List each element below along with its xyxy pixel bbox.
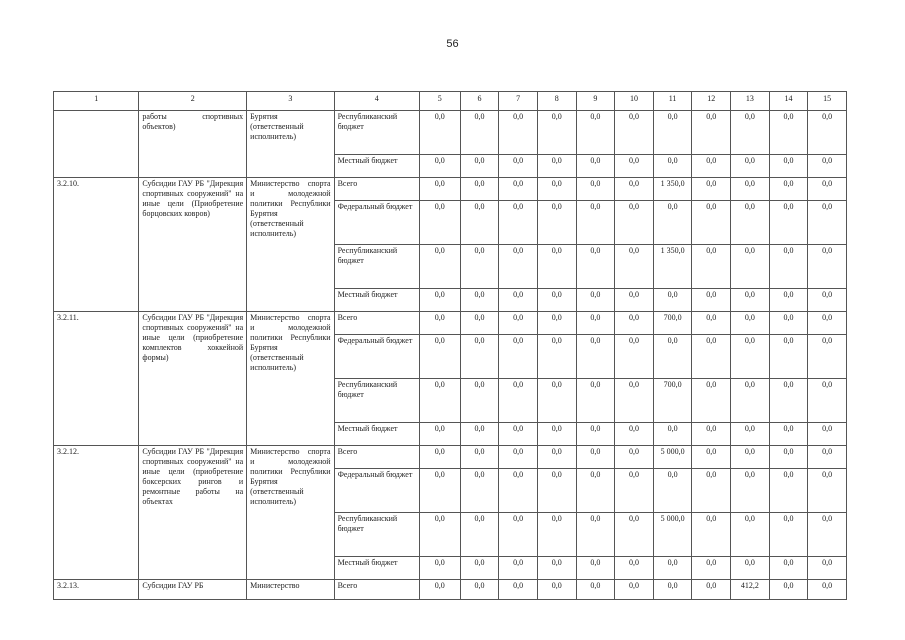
amount-cell: 0,0 (499, 557, 538, 580)
amount-cell: 0,0 (615, 513, 654, 557)
column-header: 4 (334, 92, 419, 111)
page-number: 56 (446, 38, 459, 50)
column-header: 9 (576, 92, 615, 111)
column-header: 11 (653, 92, 692, 111)
amount-cell: 0,0 (499, 155, 538, 178)
column-header: 1 (54, 92, 139, 111)
amount-cell: 0,0 (419, 111, 460, 155)
amount-cell: 0,0 (615, 201, 654, 245)
executor-cell: Бурятия (ответственный исполнитель) (247, 111, 334, 178)
header-row (54, 92, 847, 111)
amount-cell: 0,0 (731, 111, 770, 155)
continuation-row (54, 111, 847, 155)
amount-cell: 0,0 (537, 111, 576, 155)
measure-row (54, 312, 847, 335)
amount-cell: 0,0 (576, 178, 615, 201)
amount-cell: 0,0 (499, 446, 538, 469)
amount-cell: 0,0 (769, 446, 808, 469)
column-header: 3 (247, 92, 334, 111)
amount-cell: 0,0 (731, 446, 770, 469)
amount-cell: 0,0 (419, 155, 460, 178)
amount-cell: 0,0 (537, 580, 576, 600)
amount-cell: 0,0 (692, 178, 731, 201)
amount-cell: 0,0 (460, 201, 499, 245)
amount-cell: 0,0 (653, 580, 692, 600)
amount-cell: 0,0 (615, 423, 654, 446)
item-number-cell (54, 111, 139, 178)
amount-cell: 0,0 (731, 201, 770, 245)
budget-table (53, 91, 847, 600)
amount-cell: 0,0 (460, 178, 499, 201)
amount-cell: 0,0 (576, 446, 615, 469)
column-header: 2 (139, 92, 247, 111)
amount-cell: 0,0 (499, 513, 538, 557)
amount-cell: 0,0 (419, 201, 460, 245)
executor-cell: Министерство спорта и молодежной политики Республики Бурятия (ответственный исполнитель) (247, 312, 334, 446)
amount-cell: 0,0 (419, 423, 460, 446)
amount-cell: 0,0 (808, 178, 847, 201)
amount-cell: 0,0 (460, 289, 499, 312)
item-name-cell: Субсидии ГАУ РБ "Дирекция спортивных сооружений" на иные цели (приобретение боксерских рингов и ремонтные работы на объектах (139, 446, 247, 580)
funding-source-cell: Республиканский бюджет (334, 245, 419, 289)
amount-cell: 0,0 (499, 289, 538, 312)
amount-cell: 0,0 (731, 335, 770, 379)
amount-cell: 0,0 (808, 423, 847, 446)
amount-cell: 0,0 (808, 312, 847, 335)
amount-cell: 0,0 (419, 289, 460, 312)
amount-cell: 1 350,0 (653, 245, 692, 289)
amount-cell: 0,0 (499, 580, 538, 600)
amount-cell: 0,0 (692, 111, 731, 155)
item-name-cell: Субсидии ГАУ РБ "Дирекция спортивных сооружений" на иные цели (Приобретение борцовских ковров) (139, 178, 247, 312)
amount-cell: 0,0 (537, 312, 576, 335)
amount-cell: 0,0 (460, 155, 499, 178)
amount-cell: 0,0 (653, 335, 692, 379)
amount-cell: 0,0 (731, 178, 770, 201)
item-number-cell: 3.2.11. (54, 312, 139, 446)
amount-cell: 0,0 (576, 111, 615, 155)
amount-cell: 0,0 (692, 289, 731, 312)
amount-cell: 0,0 (460, 245, 499, 289)
amount-cell: 0,0 (419, 335, 460, 379)
amount-cell: 0,0 (769, 155, 808, 178)
amount-cell: 0,0 (769, 178, 808, 201)
amount-cell: 0,0 (692, 155, 731, 178)
amount-cell: 0,0 (460, 580, 499, 600)
amount-cell: 0,0 (576, 201, 615, 245)
funding-source-cell: Всего (334, 580, 419, 600)
amount-cell: 5 000,0 (653, 446, 692, 469)
funding-source-cell: Местный бюджет (334, 289, 419, 312)
amount-cell: 0,0 (499, 379, 538, 423)
amount-cell: 0,0 (419, 557, 460, 580)
column-header: 10 (615, 92, 654, 111)
amount-cell: 0,0 (653, 155, 692, 178)
item-name-cell: работы спортивных объектов) (139, 111, 247, 178)
amount-cell: 0,0 (808, 513, 847, 557)
amount-cell: 0,0 (769, 111, 808, 155)
funding-source-cell: Федеральный бюджет (334, 335, 419, 379)
amount-cell: 0,0 (419, 379, 460, 423)
amount-cell: 0,0 (615, 111, 654, 155)
amount-cell: 0,0 (692, 245, 731, 289)
amount-cell: 0,0 (499, 335, 538, 379)
amount-cell: 0,0 (419, 446, 460, 469)
amount-cell: 0,0 (769, 557, 808, 580)
amount-cell: 0,0 (537, 469, 576, 513)
amount-cell: 0,0 (808, 469, 847, 513)
amount-cell: 0,0 (808, 289, 847, 312)
amount-cell: 0,0 (499, 178, 538, 201)
amount-cell: 0,0 (615, 557, 654, 580)
amount-cell: 0,0 (808, 580, 847, 600)
amount-cell: 0,0 (731, 423, 770, 446)
amount-cell: 0,0 (731, 469, 770, 513)
amount-cell: 0,0 (692, 423, 731, 446)
item-number-cell: 3.2.10. (54, 178, 139, 312)
measure-row (54, 580, 847, 600)
amount-cell: 0,0 (615, 178, 654, 201)
funding-source-cell: Республиканский бюджет (334, 513, 419, 557)
amount-cell: 0,0 (460, 557, 499, 580)
amount-cell: 0,0 (419, 245, 460, 289)
amount-cell: 0,0 (769, 423, 808, 446)
amount-cell: 0,0 (537, 557, 576, 580)
amount-cell: 0,0 (460, 111, 499, 155)
amount-cell: 0,0 (692, 379, 731, 423)
amount-cell: 0,0 (731, 379, 770, 423)
amount-cell: 0,0 (499, 423, 538, 446)
amount-cell: 0,0 (576, 379, 615, 423)
amount-cell: 0,0 (692, 335, 731, 379)
funding-source-cell: Федеральный бюджет (334, 469, 419, 513)
amount-cell: 0,0 (576, 469, 615, 513)
amount-cell: 0,0 (769, 312, 808, 335)
column-header: 14 (769, 92, 808, 111)
amount-cell: 0,0 (615, 580, 654, 600)
amount-cell: 0,0 (419, 513, 460, 557)
amount-cell: 0,0 (653, 557, 692, 580)
amount-cell: 0,0 (692, 557, 731, 580)
executor-cell: Министерство (247, 580, 334, 600)
amount-cell: 0,0 (731, 557, 770, 580)
amount-cell: 0,0 (576, 423, 615, 446)
amount-cell: 0,0 (769, 245, 808, 289)
amount-cell: 0,0 (653, 289, 692, 312)
amount-cell: 0,0 (537, 423, 576, 446)
funding-source-cell: Всего (334, 446, 419, 469)
amount-cell: 0,0 (537, 178, 576, 201)
column-header: 13 (731, 92, 770, 111)
amount-cell: 0,0 (499, 469, 538, 513)
amount-cell: 700,0 (653, 312, 692, 335)
amount-cell: 0,0 (653, 469, 692, 513)
amount-cell: 0,0 (499, 245, 538, 289)
amount-cell: 0,0 (808, 111, 847, 155)
column-header: 15 (808, 92, 847, 111)
amount-cell: 0,0 (808, 379, 847, 423)
amount-cell: 0,0 (576, 289, 615, 312)
amount-cell: 0,0 (692, 446, 731, 469)
amount-cell: 0,0 (576, 245, 615, 289)
amount-cell: 0,0 (615, 312, 654, 335)
amount-cell: 0,0 (692, 469, 731, 513)
amount-cell: 0,0 (769, 513, 808, 557)
amount-cell: 0,0 (769, 469, 808, 513)
executor-cell: Министерство спорта и молодежной политики Республики Бурятия (ответственный исполнитель) (247, 178, 334, 312)
amount-cell: 0,0 (460, 446, 499, 469)
amount-cell: 5 000,0 (653, 513, 692, 557)
amount-cell: 0,0 (808, 201, 847, 245)
amount-cell: 0,0 (499, 312, 538, 335)
amount-cell: 0,0 (537, 201, 576, 245)
measure-row (54, 446, 847, 469)
amount-cell: 700,0 (653, 379, 692, 423)
amount-cell: 0,0 (537, 289, 576, 312)
amount-cell: 0,0 (615, 379, 654, 423)
amount-cell: 0,0 (615, 289, 654, 312)
funding-source-cell: Всего (334, 178, 419, 201)
measure-row (54, 178, 847, 201)
amount-cell: 0,0 (460, 379, 499, 423)
amount-cell: 0,0 (769, 335, 808, 379)
amount-cell: 0,0 (576, 557, 615, 580)
amount-cell: 0,0 (615, 446, 654, 469)
amount-cell: 0,0 (692, 513, 731, 557)
amount-cell: 0,0 (576, 155, 615, 178)
amount-cell: 0,0 (419, 178, 460, 201)
amount-cell: 0,0 (615, 335, 654, 379)
amount-cell: 0,0 (537, 446, 576, 469)
amount-cell: 0,0 (576, 580, 615, 600)
item-number-cell: 3.2.13. (54, 580, 139, 600)
amount-cell: 0,0 (460, 335, 499, 379)
amount-cell: 0,0 (731, 155, 770, 178)
amount-cell: 0,0 (653, 423, 692, 446)
amount-cell: 0,0 (731, 245, 770, 289)
amount-cell: 0,0 (808, 446, 847, 469)
amount-cell: 0,0 (537, 513, 576, 557)
amount-cell: 412,2 (731, 580, 770, 600)
amount-cell: 0,0 (419, 312, 460, 335)
item-name-cell: Субсидии ГАУ РБ (139, 580, 247, 600)
funding-source-cell: Местный бюджет (334, 155, 419, 178)
amount-cell: 0,0 (731, 289, 770, 312)
amount-cell: 0,0 (460, 423, 499, 446)
amount-cell: 0,0 (615, 155, 654, 178)
amount-cell: 0,0 (460, 469, 499, 513)
amount-cell: 0,0 (499, 201, 538, 245)
amount-cell: 0,0 (769, 289, 808, 312)
amount-cell: 0,0 (537, 335, 576, 379)
item-number-cell: 3.2.12. (54, 446, 139, 580)
amount-cell: 0,0 (419, 469, 460, 513)
amount-cell: 0,0 (460, 513, 499, 557)
amount-cell: 0,0 (537, 245, 576, 289)
column-header: 7 (499, 92, 538, 111)
amount-cell: 0,0 (576, 312, 615, 335)
executor-cell: Министерство спорта и молодежной политики Республики Бурятия (ответственный исполнитель) (247, 446, 334, 580)
item-name-cell: Субсидии ГАУ РБ "Дирекция спортивных сооружений" на иные цели (приобретение комплектов хоккейной формы) (139, 312, 247, 446)
funding-source-cell: Местный бюджет (334, 423, 419, 446)
amount-cell: 0,0 (460, 312, 499, 335)
funding-source-cell: Местный бюджет (334, 557, 419, 580)
amount-cell: 0,0 (499, 111, 538, 155)
column-header: 8 (537, 92, 576, 111)
amount-cell: 0,0 (808, 155, 847, 178)
amount-cell: 0,0 (537, 379, 576, 423)
funding-source-cell: Республиканский бюджет (334, 111, 419, 155)
amount-cell: 0,0 (769, 201, 808, 245)
amount-cell: 0,0 (731, 513, 770, 557)
column-header: 12 (692, 92, 731, 111)
amount-cell: 0,0 (653, 201, 692, 245)
amount-cell: 0,0 (537, 155, 576, 178)
amount-cell: 0,0 (808, 557, 847, 580)
funding-source-cell: Всего (334, 312, 419, 335)
amount-cell: 0,0 (615, 245, 654, 289)
amount-cell: 0,0 (576, 335, 615, 379)
amount-cell: 0,0 (692, 580, 731, 600)
amount-cell: 0,0 (731, 312, 770, 335)
amount-cell: 0,0 (769, 580, 808, 600)
column-header: 5 (419, 92, 460, 111)
amount-cell: 1 350,0 (653, 178, 692, 201)
funding-source-cell: Федеральный бюджет (334, 201, 419, 245)
amount-cell: 0,0 (808, 245, 847, 289)
table-body (54, 111, 847, 600)
amount-cell: 0,0 (692, 201, 731, 245)
amount-cell: 0,0 (692, 312, 731, 335)
amount-cell: 0,0 (419, 580, 460, 600)
funding-source-cell: Республиканский бюджет (334, 379, 419, 423)
amount-cell: 0,0 (653, 111, 692, 155)
amount-cell: 0,0 (808, 335, 847, 379)
amount-cell: 0,0 (615, 469, 654, 513)
amount-cell: 0,0 (576, 513, 615, 557)
amount-cell: 0,0 (769, 379, 808, 423)
column-header: 6 (460, 92, 499, 111)
